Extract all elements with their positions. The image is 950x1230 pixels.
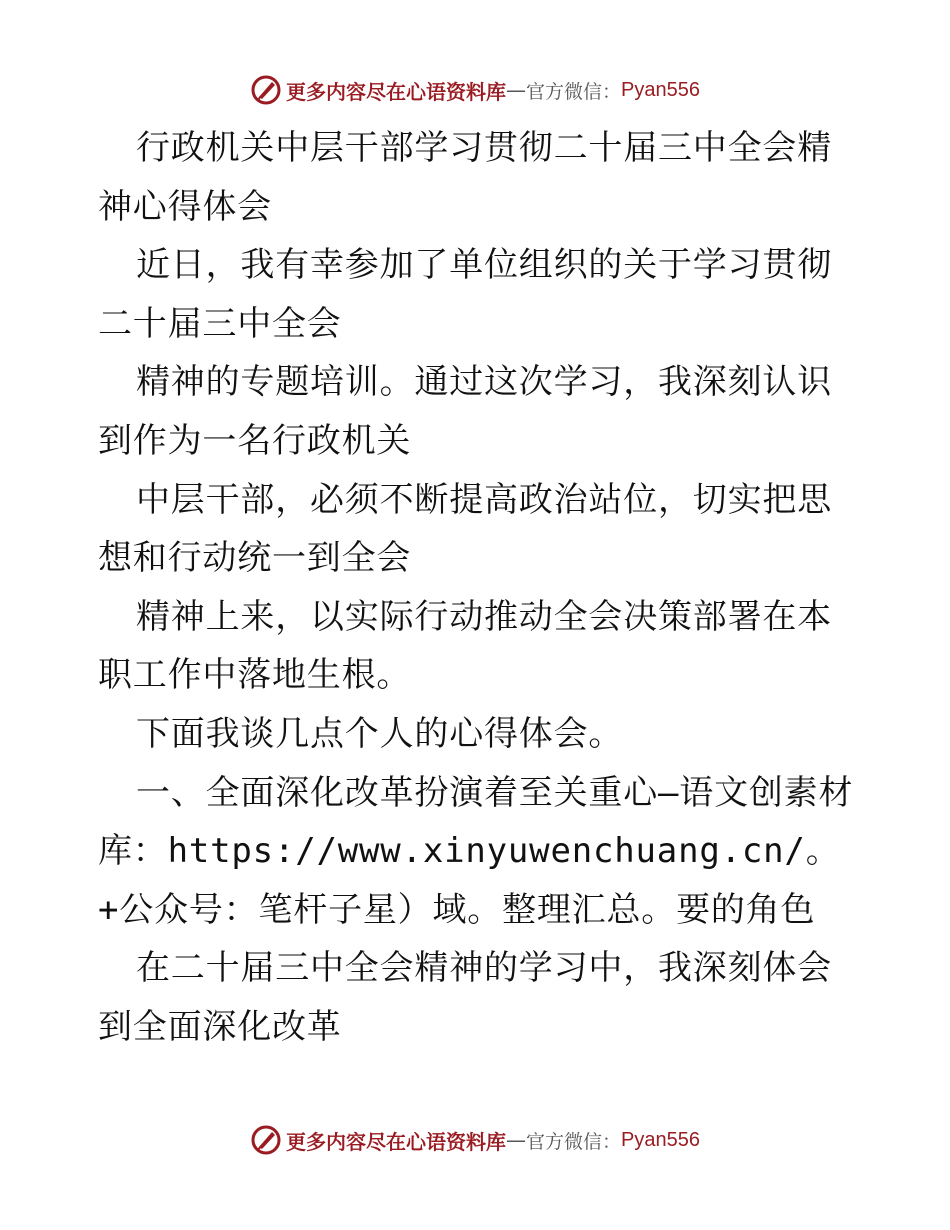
header-banner: [0, 70, 950, 110]
header-wechat-id: Pyan556: [621, 78, 700, 101]
header-wechat-label: 官方微信：: [526, 80, 622, 103]
header-brand-text: 更多内容尽在心语资料库: [286, 79, 506, 104]
paragraph: 精神上来，以实际行动推动全会决策部署在本职工作中落地生根。: [98, 596, 832, 696]
footer-wechat-id: Pyan556: [621, 1128, 700, 1151]
footer-separator: —: [506, 1128, 526, 1152]
section-heading: 一、全面深化改革扮演着至关重心—语文创素材库：https://www.xinyuwenchuang.cn/。+公众号：笔杆子星）域。整理汇总。要的角色: [98, 772, 854, 930]
quill-pen-logo-icon: [250, 1124, 282, 1156]
header-separator: —: [506, 78, 526, 102]
paragraph: 在二十届三中全会精神的学习中，我深刻体会到全面深化改革: [98, 948, 832, 1047]
document-title: 行政机关中层干部学习贯彻二十届三中全会精神心得体会: [98, 128, 832, 227]
footer-brand-text: 更多内容尽在心语资料库: [286, 1129, 506, 1154]
footer-wechat-label: 官方微信：: [526, 1130, 622, 1153]
paragraph: 中层干部，必须不断提高政治站位，切实把思想和行动统一到全会: [98, 479, 832, 579]
quill-pen-logo-icon: [250, 74, 282, 106]
paragraph: 下面我谈几点个人的心得体会。: [136, 713, 624, 754]
document-body: [98, 119, 858, 1057]
paragraph: 精神的专题培训。通过这次学习，我深刻认识到作为一名行政机关: [98, 362, 832, 461]
footer-banner: [0, 1120, 950, 1160]
paragraph: 近日，我有幸参加了单位组织的关于学习贯彻二十届三中全会: [98, 245, 832, 344]
